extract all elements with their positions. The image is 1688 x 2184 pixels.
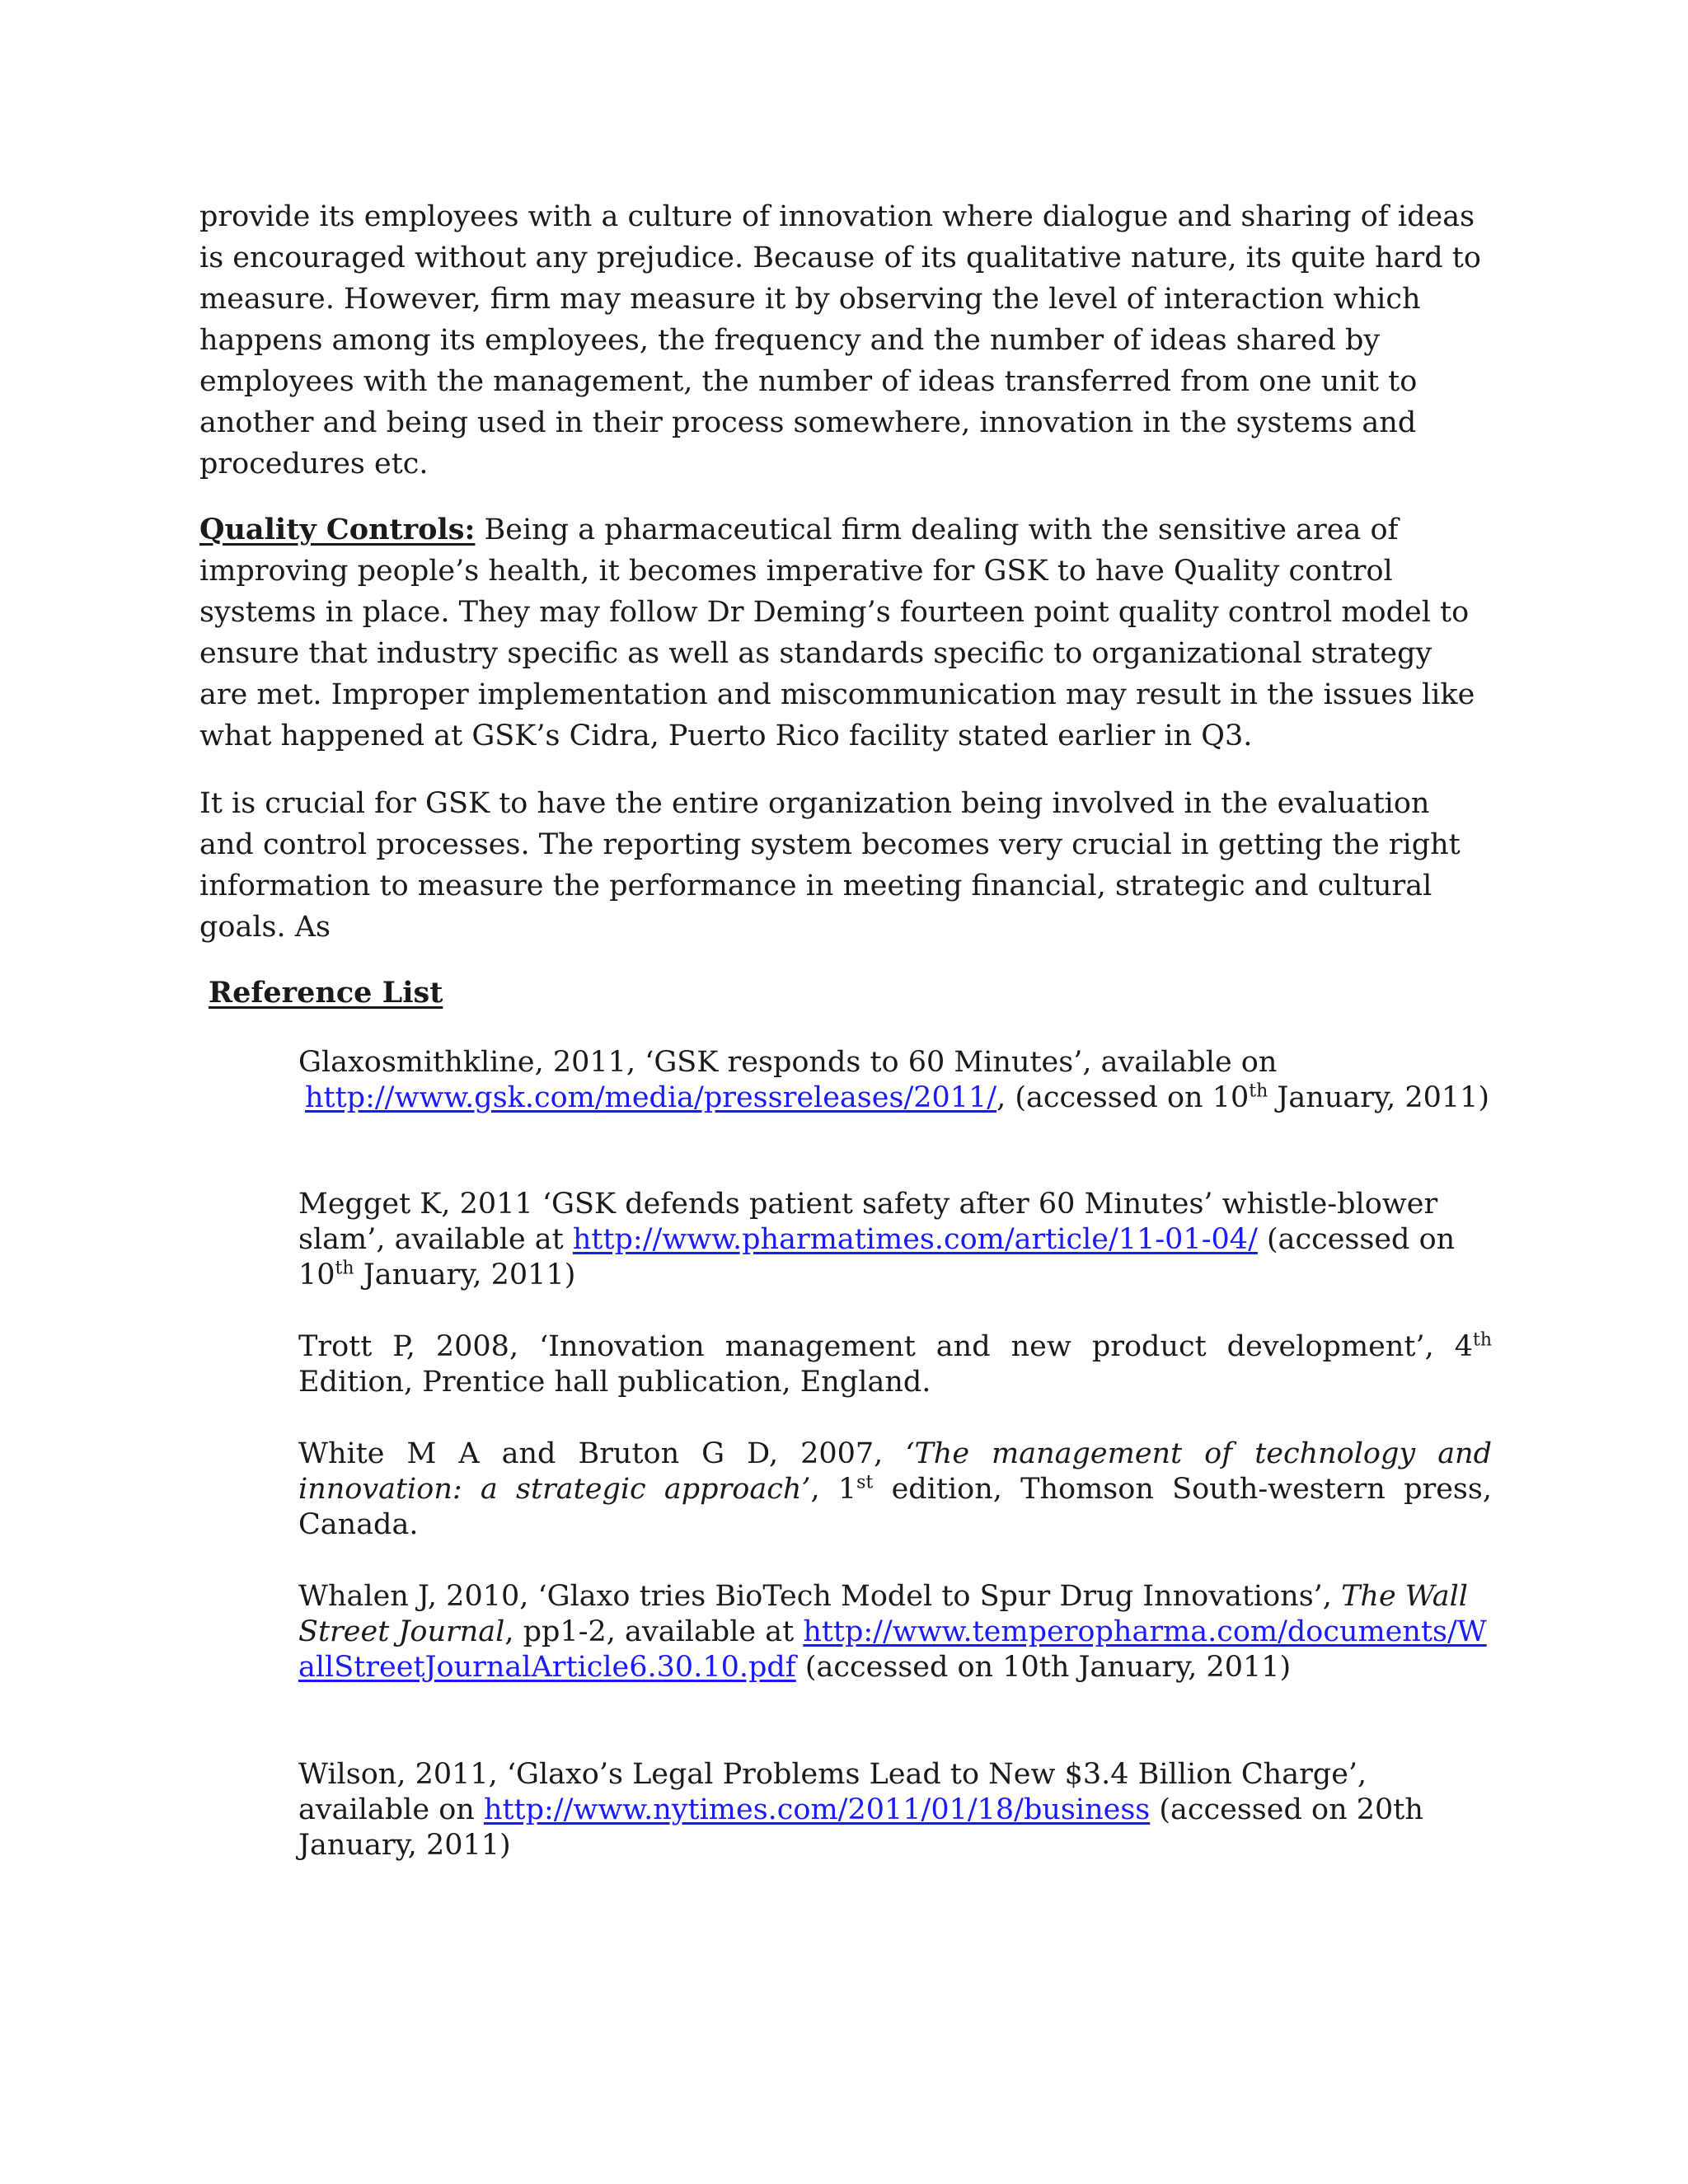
reference-text: White M A and Bruton G D, 2007, <box>298 1437 906 1470</box>
reference-text: (accessed on 20th January, 2011) <box>298 1793 1423 1862</box>
reference-text: , pp1-2, available at <box>504 1615 804 1648</box>
reference-journal-italic: The Wall Street Journal <box>298 1580 1468 1648</box>
quality-controls-heading: Quality Controls: <box>199 513 476 546</box>
paragraph-quality-controls <box>199 509 1485 757</box>
reference-text: (accessed on 10 <box>298 1223 1456 1291</box>
reference-text: Wilson, 2011, ‘Glaxo’s Legal Problems Lead to New $3.4 Billion Charge’, available on <box>298 1758 1367 1826</box>
reference-item <box>298 1436 1492 1543</box>
reference-text: , 1 <box>810 1473 857 1506</box>
reference-link[interactable]: http://www.gsk.com/media/pressreleases/2011/ <box>305 1081 997 1114</box>
paragraph-innovation-culture: provide its employees with a culture of innovation where dialogue and sharing of ideas is encouraged without any prejudice. Because of its qualitative nature, its quite hard to measure. However, firm may measure it by observing the level of interaction which happens among its employees, the frequency and the number of ideas shared by employees with the management, the number of ideas transferred from one unit to another and being used in their process somewhere, innovation in the systems and procedures etc. <box>199 200 1481 480</box>
reference-text: , (accessed on 10 <box>996 1081 1250 1114</box>
reference-link[interactable]: http://www.pharmatimes.com/article/11-01-04/ <box>572 1223 1258 1256</box>
reference-title-italic: ‘The management of technology and innovation: a strategic approach’ <box>298 1437 1493 1506</box>
reference-list-heading: Reference List <box>209 976 443 1010</box>
reference-superscript: th <box>1249 1080 1268 1102</box>
reference-item <box>298 1045 1492 1116</box>
reference-text: (accessed on 10th January, 2011) <box>795 1651 1292 1684</box>
reference-item <box>298 1187 1492 1293</box>
paragraph-evaluation-control: It is crucial for GSK to have the entire organization being involved in the evaluation and control processes. The reporting system becomes very crucial in getting the right information to measure the performance in meeting financial, strategic and cultural goals. As <box>199 787 1461 944</box>
reference-text: edition, Thomson South-western press, Canada. <box>298 1473 1492 1541</box>
reference-text: Glaxosmithkline, 2011, ‘GSK responds to 60 Minutes’, available on <box>298 1046 1278 1079</box>
reference-text: Whalen J, 2010, ‘Glaxo tries BioTech Model to Spur Drug Innovations’, <box>298 1580 1342 1613</box>
quality-controls-text: Being a pharmaceutical firm dealing with the sensitive area of improving people’s health, it becomes imperative for GSK to have Quality control systems in place. They may follow Dr Deming’s fourteen point quality control model to ensure that industry specific as well as standards specific to organizational strategy are met. Improper implementation and miscommunication may result in the issues like what happened at GSK’s Cidra, Puerto Rico facility stated earlier in Q3. <box>199 513 1475 752</box>
reference-text: Edition, Prentice hall publication, England. <box>298 1366 931 1399</box>
reference-item <box>298 1329 1492 1400</box>
reference-superscript: st <box>856 1472 874 1493</box>
reference-link[interactable]: http://www.temperopharma.com/documents/WallStreetJournalArticle6.30.10.pdf <box>298 1615 1487 1684</box>
reference-superscript: th <box>1472 1329 1492 1351</box>
reference-text: January, 2011) <box>1268 1081 1490 1114</box>
reference-text: Trott P, 2008, ‘Innovation management and new product development’, 4 <box>298 1330 1473 1363</box>
reference-item <box>298 1757 1492 1863</box>
reference-superscript: th <box>335 1258 354 1279</box>
reference-text: January, 2011) <box>354 1258 576 1291</box>
reference-text: Megget K, 2011 ‘GSK defends patient safety after 60 Minutes’ whistle-blower slam’, available at <box>298 1188 1438 1256</box>
reference-link[interactable]: http://www.nytimes.com/2011/01/18/business <box>483 1793 1151 1826</box>
reference-item <box>298 1579 1492 1685</box>
